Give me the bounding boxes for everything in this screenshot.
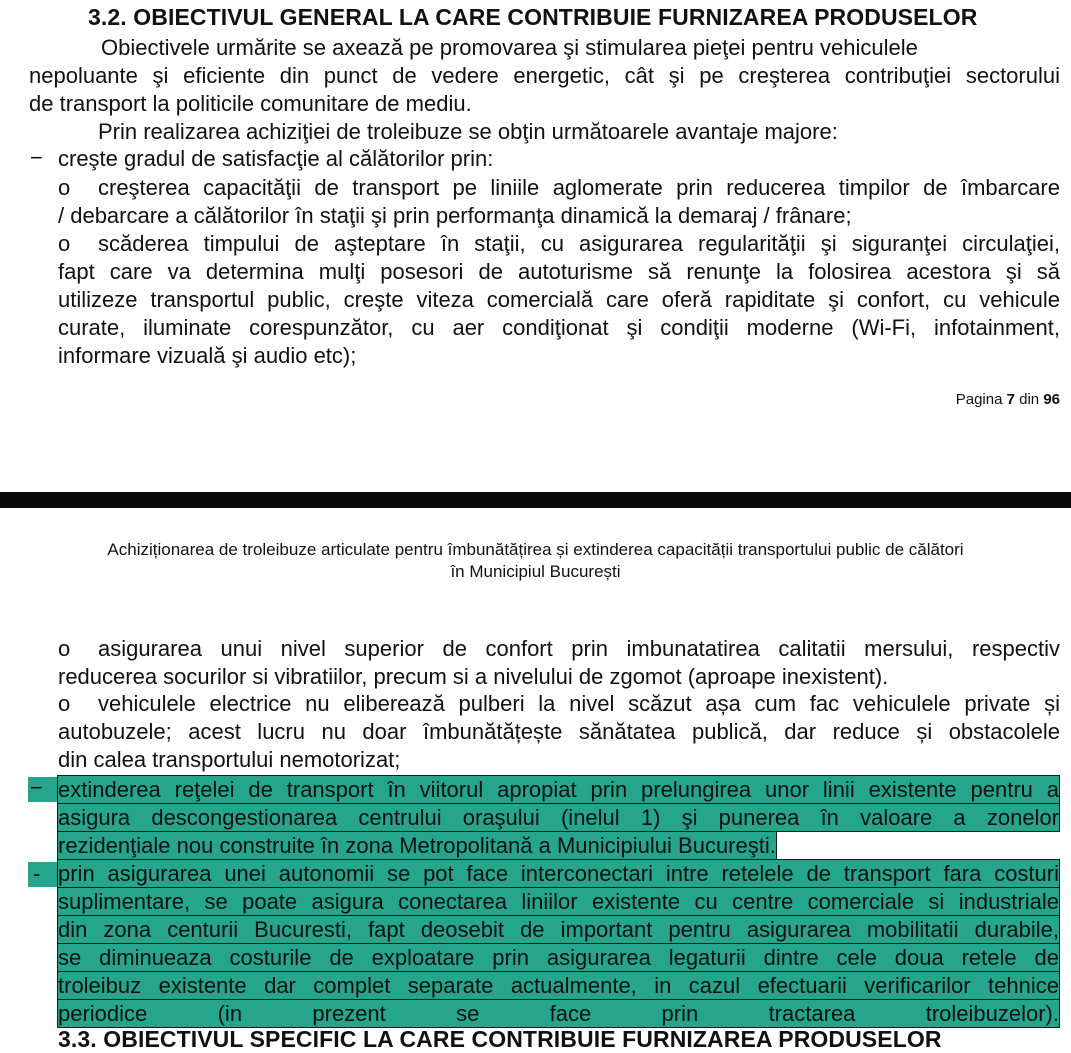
- highlighted-line: prin asigurarea unei autonomii se pot face interconectari intre retelele de transport fara costuri: [58, 861, 1059, 886]
- highlighted-line: extinderea reţelei de transport în viitorul apropiat prin prelungirea unor linii existente pentru a: [58, 777, 1059, 802]
- highlighted-line: suplimentare, se poate asigura conectarea liniilor existente cu centre comerciale si industriale: [58, 889, 1059, 914]
- page-number: Pagina 7 din 96: [955, 391, 1060, 408]
- paragraph-line: nepoluante şi eficiente din punct de vedere energetic, cât şi pe creşterea contribuţiei sectorului: [29, 63, 1060, 88]
- subbullet-line: scăderea timpului de aşteptare în staţii, cu asigurarea regularităţii şi siguranţei circulaţiei,: [98, 231, 1060, 256]
- circle-bullet-icon: o: [58, 175, 71, 200]
- cut-off-section-title: 3.3. OBIECTIVUL SPECIFIC LA CARE CONTRIBUIE FURNIZAREA PRODUSELOR: [58, 1026, 942, 1052]
- subbullet-line: informare vizuală şi audio etc);: [58, 343, 357, 368]
- subbullet-line: asigurarea unui nivel superior de confort prin imbunatatirea calitatii mersului, respectiv: [98, 636, 1060, 661]
- subbullet-line: vehiculele electrice nu eliberează pulberi la nivel scăzut așa cum fac vehiculele private și: [98, 691, 1060, 716]
- document-header: în Municipiul București: [450, 562, 621, 581]
- highlighted-line: rezidenţiale nou construite în zona Metropolitană a Municipiului Bucureşti.: [58, 833, 776, 858]
- highlighted-line: asigura descongestionarea centrului oraşului (inelul 1) şi punerea în valoare a zonelor: [58, 805, 1059, 830]
- highlighted-line: periodice (in prezent se face prin tractarea troleibuzelor).: [58, 1001, 1059, 1026]
- circle-bullet-icon: o: [58, 231, 71, 256]
- section-title: 3.2. OBIECTIVUL GENERAL LA CARE CONTRIBUIE FURNIZAREA PRODUSELOR: [88, 4, 978, 30]
- highlighted-line: troleibuz existente dar complet separate actualmente, in cazul efectuarii verificarilor tehnice: [58, 973, 1059, 998]
- paragraph-line: Obiectivele urmărite se axează pe promovarea şi stimularea pieţei pentru vehiculele: [101, 35, 918, 60]
- highlighted-line: din zona centurii Bucuresti, fapt deosebit de important pentru asigurarea mobilitatii durabile,: [58, 917, 1059, 942]
- dash-bullet-icon: −: [30, 145, 43, 170]
- subbullet-line: fapt care va determina mulţi posesori de autoturisme să renunţe la folosirea acestora şi să: [58, 259, 1060, 284]
- paragraph-line: Prin realizarea achiziţiei de troleibuze se obţin următoarele avantaje majore:: [98, 119, 838, 144]
- paragraph-line: de transport la politicile comunitare de mediu.: [29, 91, 472, 116]
- bullet-text: creşte gradul de satisfacţie al călătorilor prin:: [58, 146, 494, 171]
- document-header: Achiziționarea de troleibuze articulate pentru îmbunătățirea și extinderea capacității transportului public de călători: [107, 540, 964, 559]
- dash-bullet-icon: -: [33, 861, 41, 886]
- dash-bullet-icon: −: [30, 775, 43, 800]
- circle-bullet-icon: o: [58, 691, 71, 716]
- subbullet-line: reducerea socurilor si vibratiilor, precum si a nivelului de zgomot (aproape inexistent).: [58, 664, 889, 689]
- subbullet-line: creşterea capacităţii de transport pe liniile aglomerate prin reducerea timpilor de îmbarcare: [98, 175, 1060, 200]
- subbullet-line: curate, iluminate corespunzător, cu aer condiţionat şi condiţii moderne (Wi-Fi, infotainment,: [58, 315, 1060, 340]
- highlighted-line: se diminueaza costurile de exploatare prin asigurarea legaturii dintre cele doua retele de: [58, 945, 1059, 970]
- subbullet-line: autobuzele; acest lucru nu doar îmbunătățește sănătatea publică, dar reduce și obstacolele: [58, 719, 1060, 744]
- subbullet-line: utilizeze transportul public, creşte viteza comercială care oferă rapiditate şi confort, cu vehicule: [58, 287, 1060, 312]
- circle-bullet-icon: o: [58, 636, 71, 661]
- subbullet-line: din calea transportului nemotorizat;: [58, 747, 401, 772]
- page-separator: [0, 492, 1071, 508]
- subbullet-line: / debarcare a călătorilor în staţii şi prin performanţa dinamică la demaraj / frânare;: [58, 203, 852, 228]
